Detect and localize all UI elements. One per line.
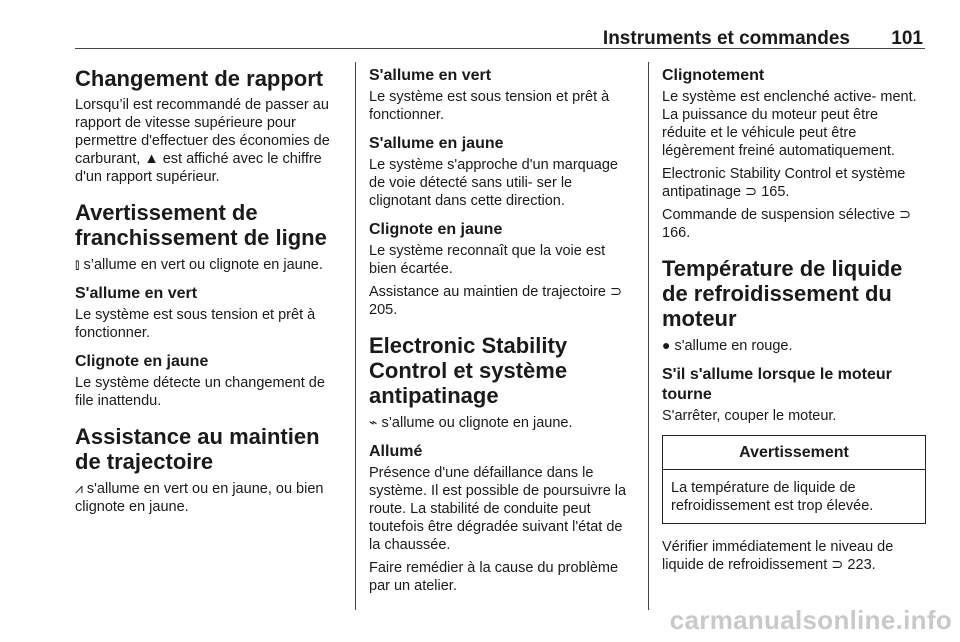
esc-icon: ⌁ (369, 414, 378, 430)
reference-suspension: Commande de suspension sélective ⊃ 166. (662, 207, 912, 241)
lane-keep-assist-icon: ⩘ (75, 480, 83, 496)
page-header (75, 26, 925, 49)
column-divider (355, 62, 356, 610)
warning-text: La température de liquide de refroidissement est trop élevée. (671, 480, 874, 514)
subheading-allume: Allumé (369, 443, 423, 460)
heading-changement-rapport: Changement de rapport (75, 66, 324, 91)
text-allume: Présence d'une défaillance dans le système. Il est possible de poursuivre la route. La stabilité de conduite peut toutefois être dégradée suivant l'état de la chaussée. (369, 465, 627, 553)
text-allume-vert: Le système est sous tension et prêt à fonctionner. (75, 307, 316, 341)
text-esc (369, 413, 634, 432)
text-clignote-jaune: Le système reconnaît que la voie est bien écartée. (369, 243, 606, 277)
heading-assistance-trajectoire: Assistance au maintien de trajectoire (75, 424, 320, 474)
subheading-moteur-tourne: S'il s'allume lorsque le moteur tourne (662, 366, 892, 403)
text-allume-vert: Le système est sous tension et prêt à fonctionner. (369, 89, 610, 123)
column-3 (662, 60, 926, 579)
text-allume-jaune: Le système s'approche d'un marquage de voie détecté sans utili- ser le clignotant dans cette direction. (369, 157, 618, 209)
warning-title: Avertissement (663, 436, 925, 470)
page-number: 101 (891, 28, 923, 49)
subheading-allume-vert: S'allume en vert (369, 67, 492, 84)
subheading-clignotement: Clignotement (662, 67, 765, 84)
column-2 (369, 60, 634, 600)
text-clignotement: Le système est enclenché active- ment. La puissance du moteur peut être réduite et le véhicule peut être légèrement freiné automatiquement. (662, 89, 917, 159)
text-arreter: S'arrêter, couper le moteur. (662, 408, 837, 424)
subheading-allume-vert: S'allume en vert (75, 285, 198, 302)
subheading-allume-jaune: S'allume en jaune (369, 135, 504, 152)
column-1 (75, 60, 343, 521)
text-assistance-trajectoire-body: s'allume en vert ou en jaune, ou bien clignote en jaune. (75, 481, 324, 515)
text-verifier: Vérifier immédiatement le niveau de liquide de refroidissement ⊃ 223. (662, 539, 894, 573)
warning-box (662, 435, 926, 524)
heading-avertissement-ligne: Avertissement de franchissement de ligne (75, 200, 327, 250)
text-temperature-liquide-body: s'allume en rouge. (674, 338, 793, 354)
column-divider (648, 62, 649, 610)
coolant-warning-icon: ● (662, 337, 671, 353)
text-temperature-liquide (662, 336, 926, 355)
text-esc-body: s’allume ou clignote en jaune. (381, 415, 573, 431)
text-avertissement-ligne-body: s’allume en vert ou clignote en jaune. (83, 257, 323, 273)
text-assistance-trajectoire (75, 479, 343, 516)
text-clignote-jaune: Le système détecte un changement de file inattendu. (75, 375, 325, 409)
subheading-clignote-jaune: Clignote en jaune (369, 221, 503, 238)
reference-assistance-trajectoire: Assistance au maintien de trajectoire ⊃ 205. (369, 284, 623, 318)
subheading-clignote-jaune: Clignote en jaune (75, 353, 209, 370)
heading-esc: Electronic Stability Control et système antipatinage (369, 333, 568, 408)
heading-temperature-liquide: Température de liquide de refroidissement du moteur (662, 256, 903, 331)
lane-departure-icon: ⫾ (75, 256, 80, 272)
text-changement-rapport: Lorsqu’il est recommandé de passer au rapport de vitesse supérieure pour permettre d'effectuer des économies de carburant, ▲ est affiché avec le chiffre d'un rapport supérieur. (75, 97, 330, 185)
reference-esc: Electronic Stability Control et système antipatinage ⊃ 165. (662, 166, 906, 200)
header-title: Instruments et commandes (602, 28, 850, 49)
text-avertissement-ligne (75, 255, 343, 274)
watermark: carmanualsonline.info (669, 605, 952, 635)
text-remedier: Faire remédier à la cause du problème par un atelier. (369, 560, 619, 594)
